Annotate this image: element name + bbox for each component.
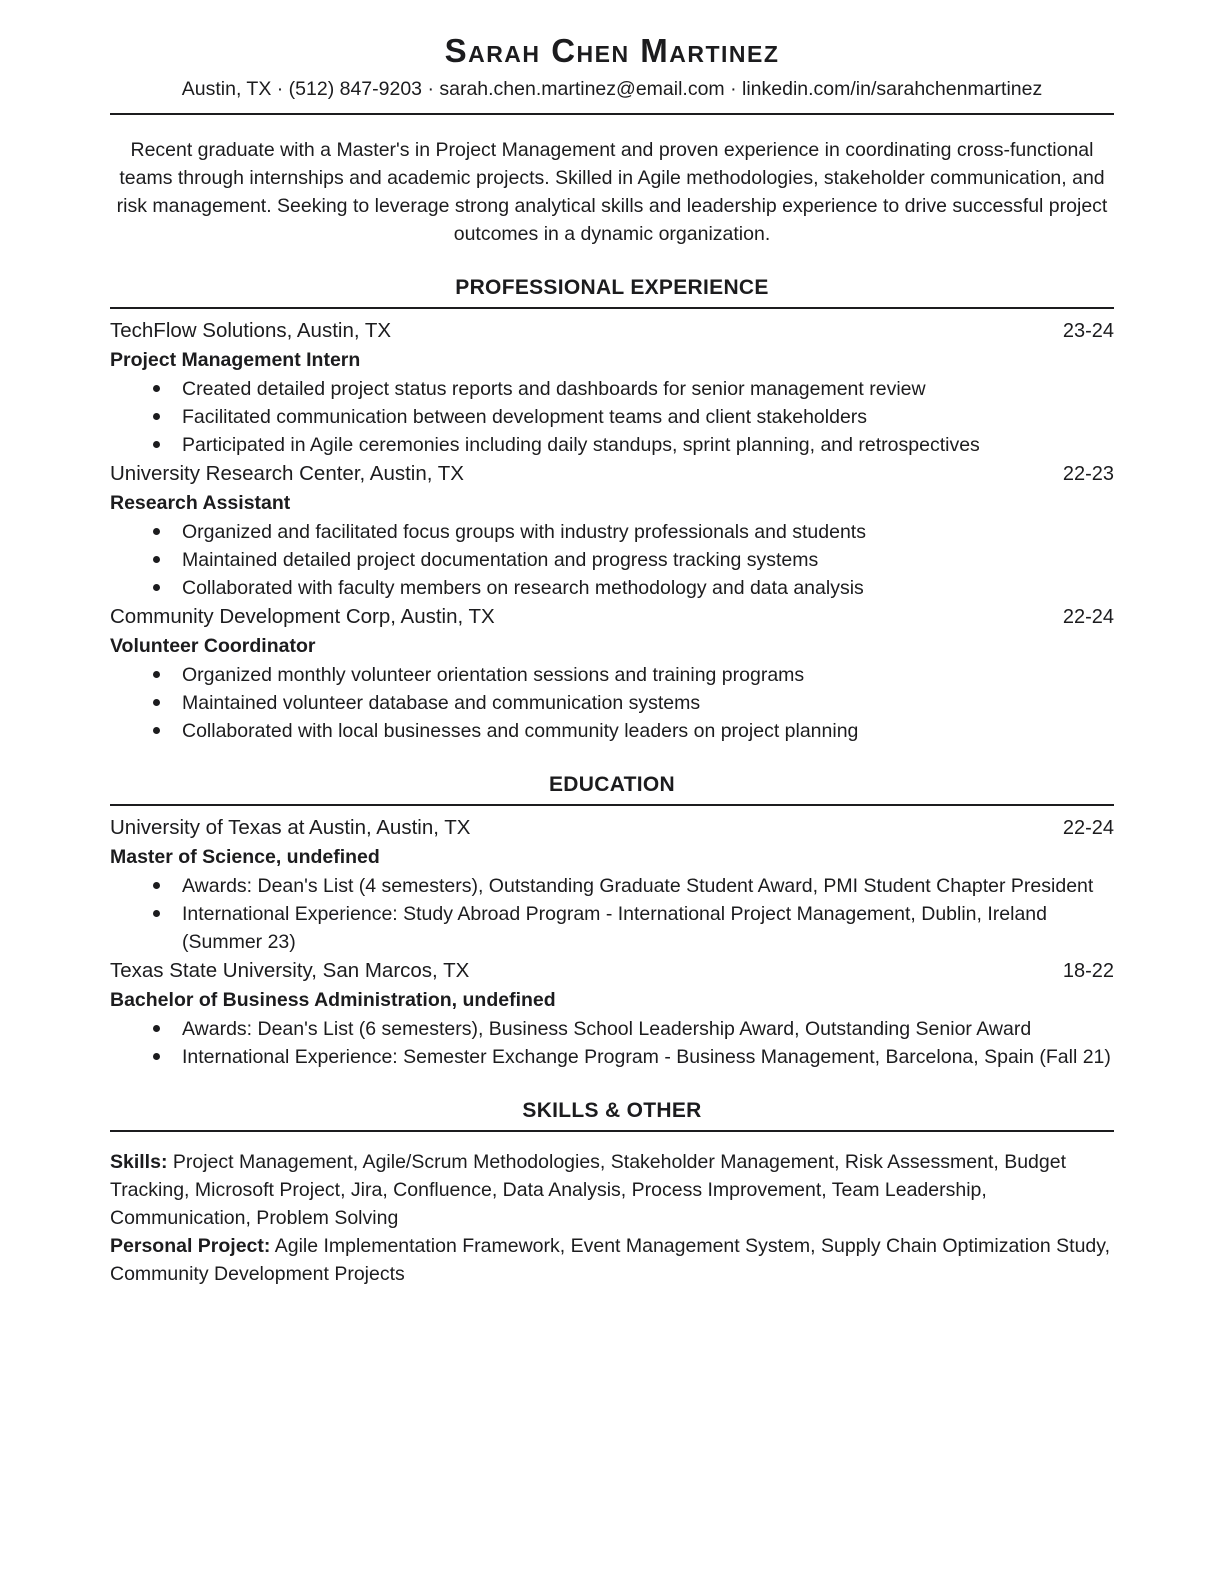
bullet-item: Organized monthly volunteer orientation sessions and training programs [110,661,1114,689]
section-experience [110,276,1114,745]
education-entry [110,813,1114,956]
degree-title: Master of Science, undefined [110,846,380,869]
entry-dates: 22-24 [1062,606,1114,629]
education-entry [110,956,1114,1071]
bullet-list [110,375,1114,459]
entry-dates: 22-23 [1062,463,1114,486]
resume-header [110,30,1114,102]
skills-line [110,1148,1114,1232]
experience-entry [110,459,1114,602]
role-title: Research Assistant [110,492,291,515]
entry-head [110,956,1114,986]
section-skills [110,1099,1114,1288]
bullet-item: Collaborated with faculty members on research methodology and data analysis [110,574,1114,602]
bullet-list [110,872,1114,956]
section-title-skills: SKILLS & OTHER [110,1099,1114,1132]
skills-body [110,1148,1114,1288]
skills-label: Skills: [110,1151,168,1174]
bullet-item: Organized and facilitated focus groups with industry professionals and students [110,518,1114,546]
bullet-list [110,661,1114,745]
bullet-list [110,1015,1114,1071]
org-name: University Research Center, Austin, TX [110,462,464,486]
org-name: TechFlow Solutions, Austin, TX [110,319,392,343]
bullet-item: Participated in Agile ceremonies including daily standups, sprint planning, and retrospectives [110,431,1114,459]
entry-dates: 23-24 [1062,320,1114,343]
school-name: University of Texas at Austin, Austin, TX [110,816,471,840]
skills-text: Project Management, Agile/Scrum Methodologies, Stakeholder Management, Risk Assessment, Budget Tracking, Microsoft Project, Jira, Confluence, Data Analysis, Process Improvement, Team Leadership, Communication, Problem Solving [110,1151,1067,1230]
role-title: Volunteer Coordinator [110,635,316,658]
bullet-item: International Experience: Semester Exchange Program - Business Management, Barcelona, Spain (Fall 21) [110,1043,1114,1071]
bullet-item: Awards: Dean's List (4 semesters), Outstanding Graduate Student Award, PMI Student Chapter President [110,872,1114,900]
section-education [110,773,1114,1071]
personal-project-line [110,1232,1114,1288]
contact-line: Austin, TX · (512) 847-9203 · sarah.chen.martinez@email.com · linkedin.com/in/sarahchenmartinez [181,78,1043,101]
entry-dates: 22-24 [1062,817,1114,840]
resume-name: Sarah Chen Martinez [444,32,780,69]
degree-title: Bachelor of Business Administration, undefined [110,989,556,1012]
header-divider [110,113,1114,115]
bullet-item: Maintained volunteer database and communication systems [110,689,1114,717]
entry-head [110,316,1114,346]
org-name: Community Development Corp, Austin, TX [110,605,495,629]
role-title: Project Management Intern [110,349,361,372]
personal-project-label: Personal Project: [110,1235,271,1258]
bullet-item: Collaborated with local businesses and community leaders on project planning [110,717,1114,745]
bullet-item: Maintained detailed project documentation and progress tracking systems [110,546,1114,574]
entry-head [110,459,1114,489]
summary-paragraph: Recent graduate with a Master's in Project Management and proven experience in coordinating cross-functional teams through internships and academic projects. Skilled in Agile methodologies, stakeholder communication, and risk management. Seeking to leverage strong analytical skills and leadership experience to drive successful project outcomes in a dynamic organization. [116,139,1108,246]
bullet-item: Created detailed project status reports and dashboards for senior management review [110,375,1114,403]
section-title-education: EDUCATION [110,773,1114,806]
bullet-item: Facilitated communication between development teams and client stakeholders [110,403,1114,431]
bullet-item: Awards: Dean's List (6 semesters), Business School Leadership Award, Outstanding Senior Award [110,1015,1114,1043]
entry-head [110,602,1114,632]
entry-head [110,813,1114,843]
experience-entry [110,316,1114,459]
personal-project-text: Agile Implementation Framework, Event Management System, Supply Chain Optimization Study, Community Development Projects [110,1235,1110,1286]
entry-dates: 18-22 [1062,960,1114,983]
bullet-list [110,518,1114,602]
section-title-experience: PROFESSIONAL EXPERIENCE [110,276,1114,309]
school-name: Texas State University, San Marcos, TX [110,959,470,983]
experience-entry [110,602,1114,745]
bullet-item: International Experience: Study Abroad Program - International Project Management, Dublin, Ireland (Summer 23) [110,900,1114,956]
